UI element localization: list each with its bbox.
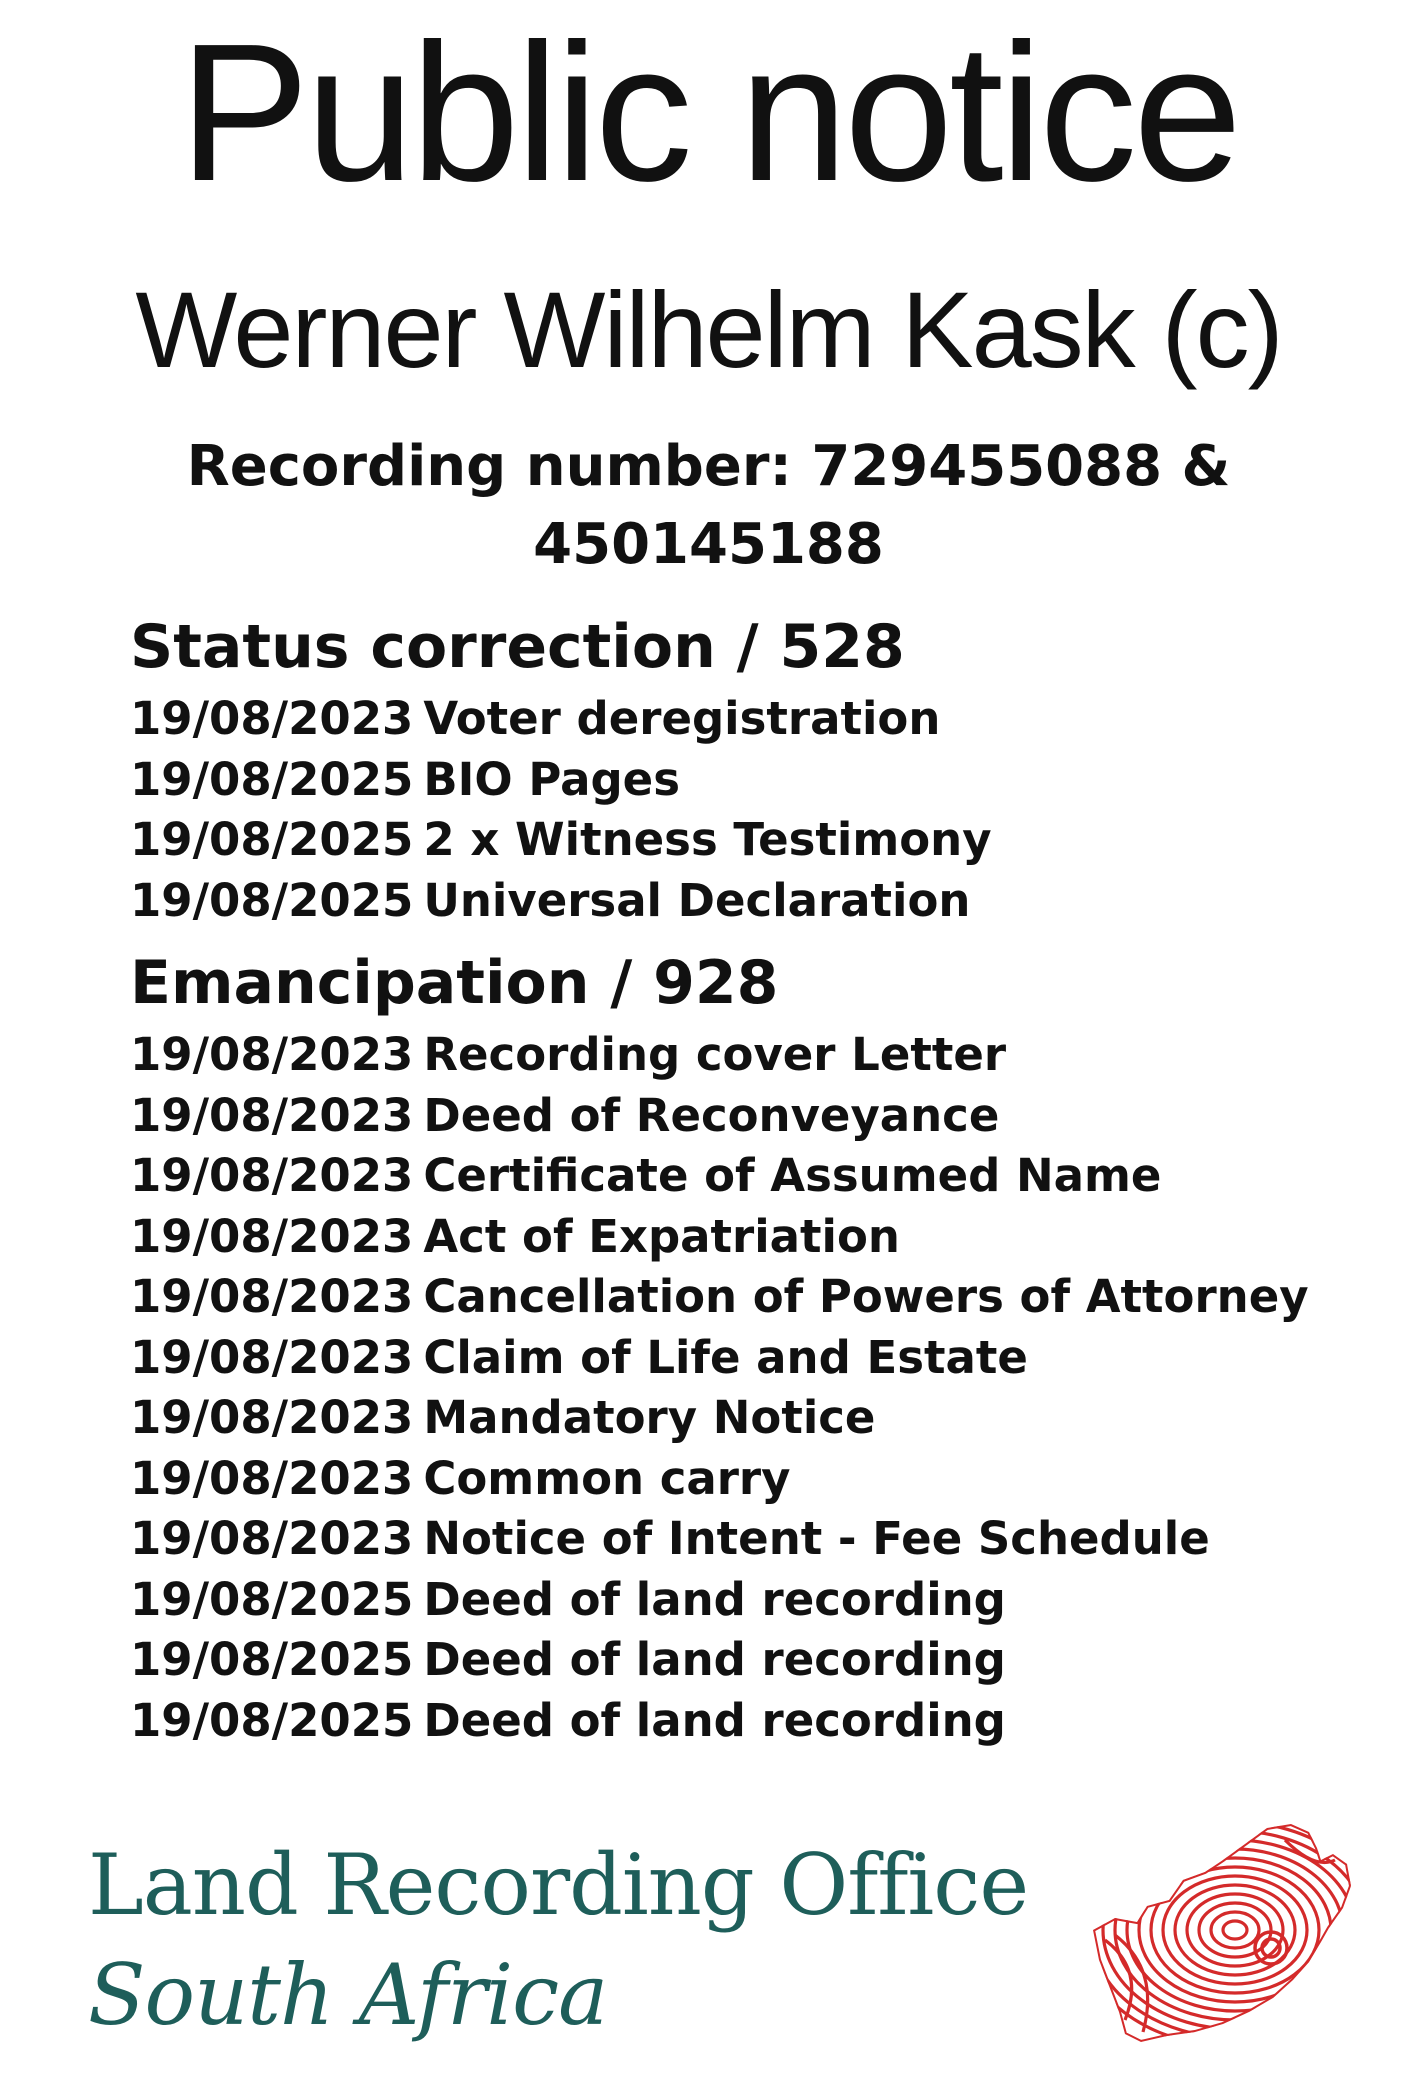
notice-title: Public notice xyxy=(178,3,1239,222)
entry-text: Claim of Life and Estate xyxy=(423,1330,1028,1384)
entry-text: Deed of Reconveyance xyxy=(423,1088,1000,1142)
entry-text: Deed of land recording xyxy=(423,1572,1006,1626)
entry-date: 19/08/2025 xyxy=(130,873,414,927)
list-item xyxy=(130,1509,1380,1570)
list-item xyxy=(130,1207,1380,1268)
list-item xyxy=(130,1086,1380,1147)
entry-text: Deed of land recording xyxy=(423,1693,1006,1747)
status-correction-list xyxy=(130,689,1380,931)
entry-date: 19/08/2025 xyxy=(130,1693,414,1747)
entry-text: Deed of land recording xyxy=(423,1633,1006,1686)
recording-number-line-1: Recording number: 729455088 & xyxy=(186,434,1231,499)
entry-date: 19/08/2023 xyxy=(130,692,414,745)
entry-text: Cancellation of Powers of Attorney xyxy=(423,1270,1309,1323)
notice-person-name: Werner Wilhelm Kask (c) xyxy=(135,269,1282,390)
emancipation-list xyxy=(130,1025,1380,1751)
entry-date: 19/08/2025 xyxy=(130,752,414,806)
list-item xyxy=(130,1388,1380,1449)
entry-date: 19/08/2023 xyxy=(130,1451,414,1505)
entry-date: 19/08/2023 xyxy=(130,1512,414,1565)
office-country: South Africa xyxy=(88,1946,608,2044)
entry-text: Universal Declaration xyxy=(423,873,971,927)
recording-number xyxy=(0,428,1417,584)
entry-date: 19/08/2023 xyxy=(130,1270,414,1323)
list-item xyxy=(130,1146,1380,1207)
entry-date: 19/08/2025 xyxy=(130,813,414,866)
office-footer xyxy=(88,1830,1088,2050)
entry-text: Notice of Intent - Fee Schedule xyxy=(423,1512,1210,1565)
entry-date: 19/08/2023 xyxy=(130,1391,414,1444)
list-item xyxy=(130,1691,1380,1752)
entry-date: 19/08/2023 xyxy=(130,1209,414,1263)
list-item xyxy=(130,1328,1380,1389)
recording-number-line-2: 450145188 xyxy=(533,512,884,577)
list-item xyxy=(130,1570,1380,1631)
list-item xyxy=(130,750,1380,811)
section-heading-emancipation: Emancipation / 928 xyxy=(130,948,779,1018)
entry-text: BIO Pages xyxy=(423,752,680,806)
entry-text: Certificate of Assumed Name xyxy=(423,1149,1162,1202)
entry-text: Act of Expatriation xyxy=(423,1209,900,1263)
list-item xyxy=(130,1449,1380,1510)
entry-text: Voter deregistration xyxy=(423,692,941,745)
entry-date: 19/08/2023 xyxy=(130,1088,414,1142)
south-africa-fingerprint-map-icon xyxy=(1085,1820,1365,2050)
entry-date: 19/08/2023 xyxy=(130,1028,414,1081)
entry-date: 19/08/2025 xyxy=(130,1633,414,1686)
entry-date: 19/08/2023 xyxy=(130,1330,414,1384)
entry-text: Mandatory Notice xyxy=(423,1391,876,1444)
list-item xyxy=(130,1267,1380,1328)
list-item xyxy=(130,871,1380,932)
notice-content xyxy=(130,605,1380,1751)
section-heading-status-correction: Status correction / 528 xyxy=(130,612,905,682)
office-name: Land Recording Office xyxy=(88,1836,1029,1934)
list-item xyxy=(130,1025,1380,1086)
list-item xyxy=(130,1630,1380,1691)
entry-text: 2 x Witness Testimony xyxy=(423,813,992,866)
entry-text: Common carry xyxy=(423,1451,791,1505)
list-item xyxy=(130,689,1380,750)
entry-date: 19/08/2025 xyxy=(130,1572,414,1626)
list-item xyxy=(130,810,1380,871)
entry-date: 19/08/2023 xyxy=(130,1149,414,1202)
entry-text: Recording cover Letter xyxy=(423,1028,1007,1081)
